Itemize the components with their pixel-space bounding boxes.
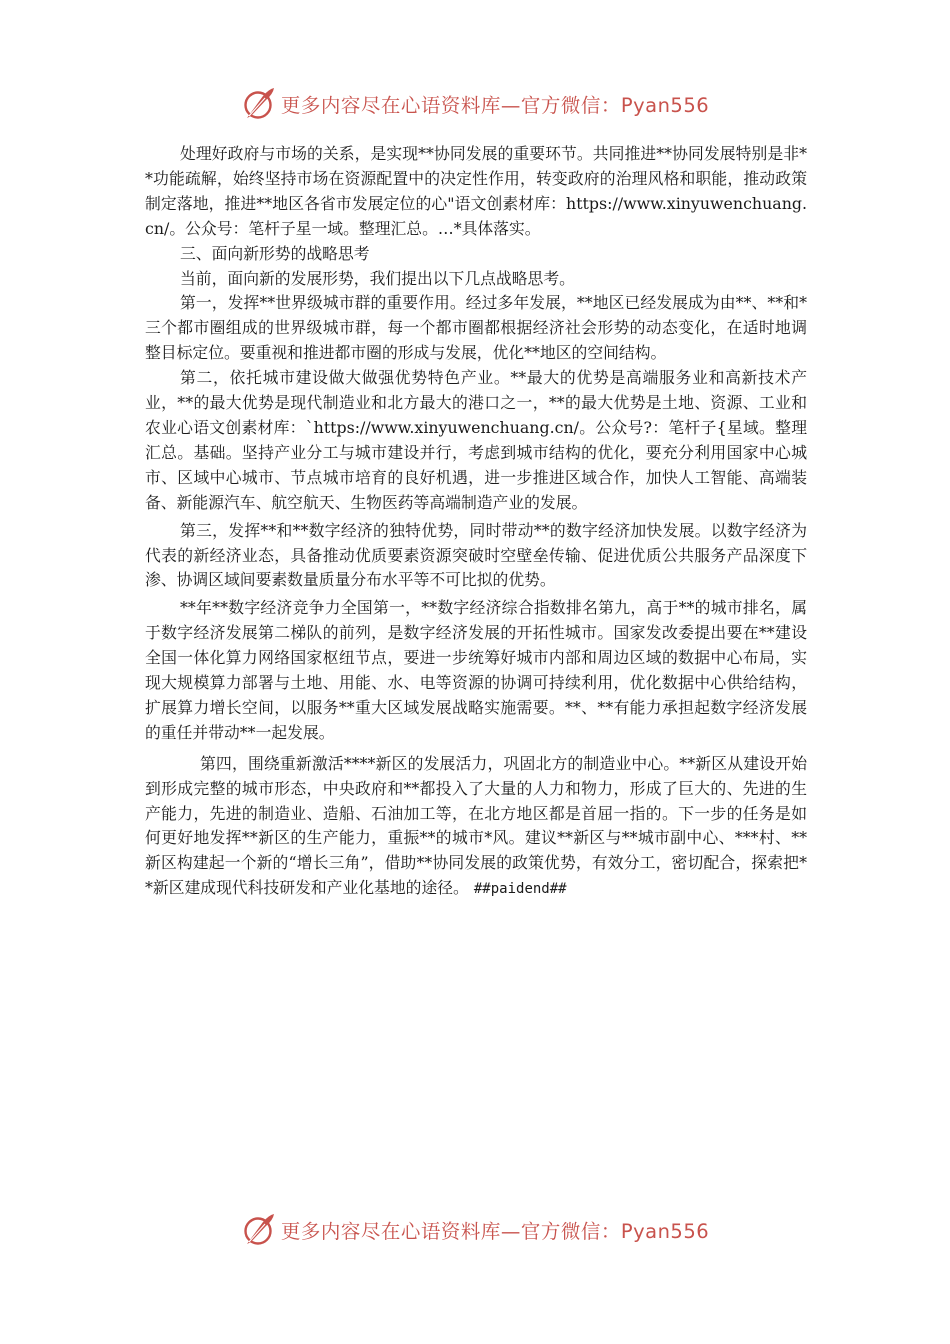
- section-heading: 三、面向新形势的战略思考: [180, 243, 370, 263]
- footer-banner: [0, 1210, 950, 1250]
- paid-end-marker: ##paidend##: [473, 881, 567, 898]
- paragraph-point-3: 第三，发挥**和**数字经济的独特优势，同时带动**的数字经济加快发展。以数字经济为代表的新经济业态，具备推动优质要素资源突破时空壁垒传输、促进优质公共服务产品深度下渗、协调区域间要素数量质量分布水平等不可比拟的优势。: [145, 520, 807, 590]
- footer-banner-text: 更多内容尽在心语资料库—官方微信：Pyan556: [280, 1220, 710, 1243]
- header-banner-text: 更多内容尽在心语资料库—官方微信：Pyan556: [280, 94, 710, 117]
- document-body: [145, 142, 807, 902]
- header-banner: [0, 84, 950, 124]
- paragraph-point-4-text: 第四，围绕重新激活****新区的发展活力，巩固北方的制造业中心。**新区从建设开始到形成完整的城市形态，中央政府和**都投入了大量的人力和物力，形成了巨大的、先进的生产能力，先进的制造业、造船、石油加工等，在北方地区都是首屈一指的。下一步的任务是如何更好地发挥**新区的生产能力，重振**的城市*风。建议**新区与**城市副中心、***村、**新区构建起一个新的“增长三角”，借助**协同发展的政策优势，有效分工，密切配合，探索把**新区建成现代科技研发和产业化基地的途径。: [145, 753, 807, 898]
- paragraph-point-3-detail: **年**数字经济竞争力全国第一，**数字经济综合指数排名第九，高于**的城市排名，属于数字经济发展第二梯队的前列，是数字经济发展的开拓性城市。国家发改委提出要在**建设全国一体化算力网络国家枢纽节点，要进一步统筹好城市内部和周边区域的数据中心布局，实现大规模算力部署与土地、用能、水、电等资源的协调可持续利用，优化数据中心供给结构，扩展算力增长空间，以服务**重大区域发展战略实施需要。**、**有能力承担起数字经济发展的重任并带动**一起发展。: [145, 598, 807, 742]
- paragraph-lead: 当前，面向新的发展形势，我们提出以下几点战略思考。: [180, 268, 575, 288]
- paragraph-intro: 处理好政府与市场的关系，是实现**协同发展的重要环节。共同推进**协同发展特别是非**功能疏解，始终坚持市场在资源配置中的决定性作用，转变政府的治理风格和职能，推动政策制定落地，推进**地区各省市发展定位的心"语文创素材库：https://www.xinyuwenchuang.cn/。公众号：笔杆子星一域。整理汇总。…*具体落实。: [145, 144, 807, 238]
- paragraph-point-2: 第二，依托城市建设做大做强优势特色产业。**最大的优势是高端服务业和高新技术产业，**的最大优势是现代制造业和北方最大的港口之一，**的最大优势是土地、资源、工业和农业心语文创素材库：`https://www.xinyuwenchuang.cn/。公众号?：笔杆子{星域。整理汇总。基础。坚持产业分工与城市建设并行，考虑到城市结构的优化，要充分利用国家中心城市、区域中心城市、节点城市培育的良好机遇，进一步推进区域合作，加快人工智能、高端装备、新能源汽车、航空航天、生物医药等高端制造产业的发展。: [145, 368, 807, 512]
- paragraph-point-4: [145, 752, 807, 902]
- paragraph-point-1: 第一，发挥**世界级城市群的重要作用。经过多年发展，**地区已经发展成为由**、**和*三个都市圈组成的世界级城市群，每一个都市圈都根据经济社会形势的动态变化，在适时地调整目标定位。要重视和推进都市圈的形成与发展，优化**地区的空间结构。: [145, 293, 807, 363]
- quill-pen-logo-icon: [241, 1212, 277, 1248]
- quill-pen-logo-icon: [241, 86, 277, 122]
